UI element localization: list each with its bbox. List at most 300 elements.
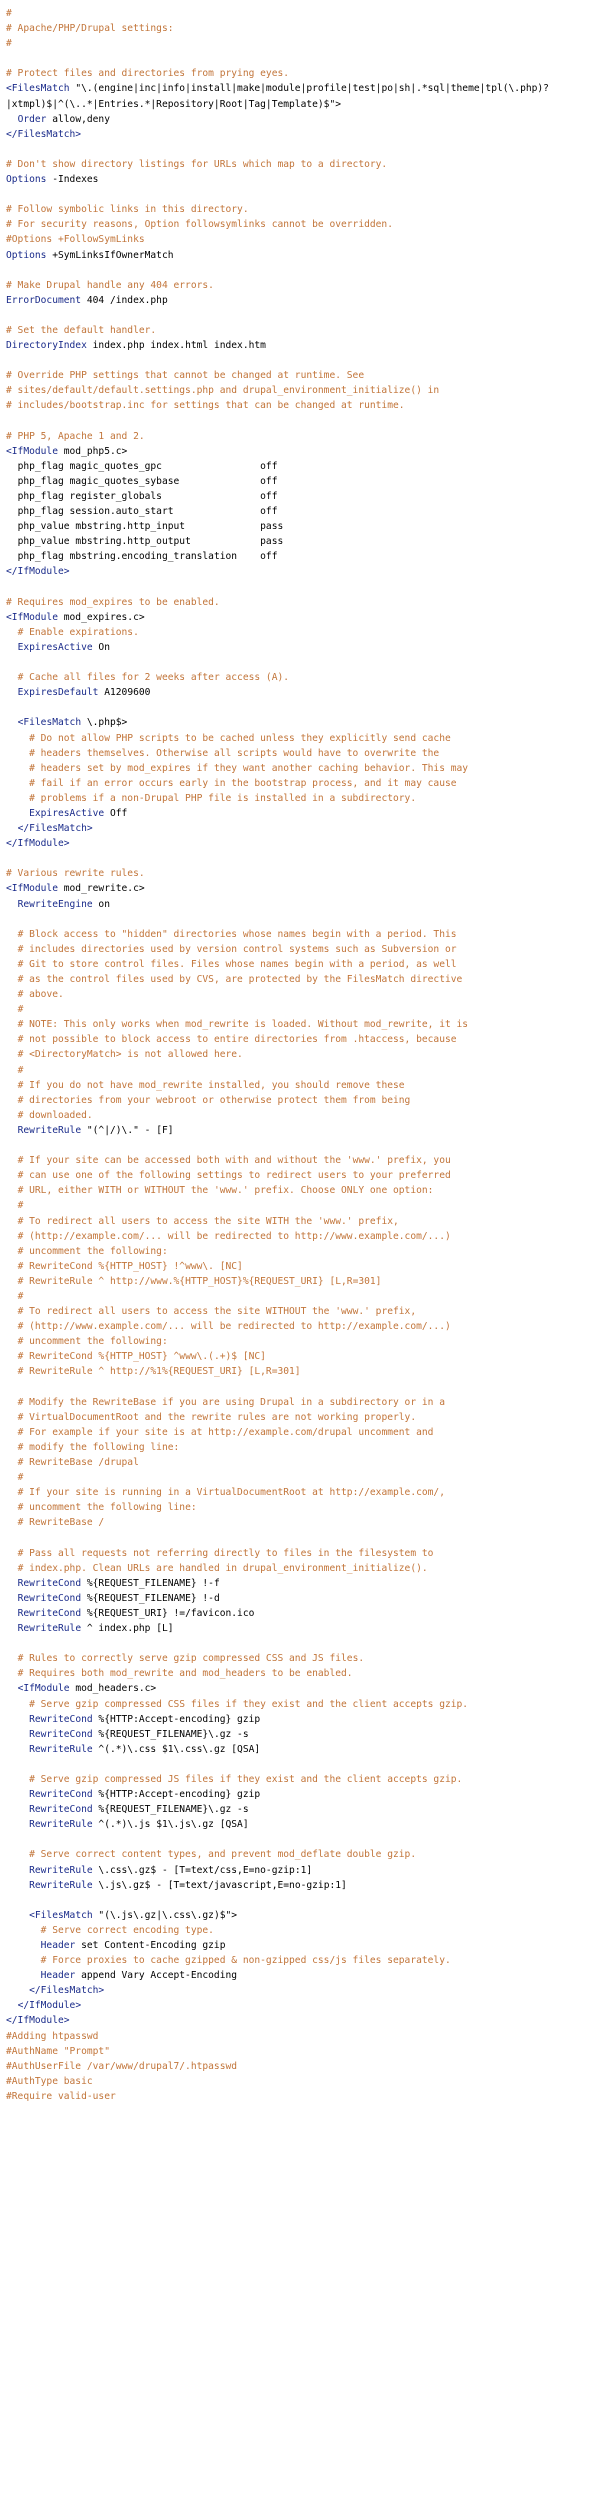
indent — [6, 642, 18, 653]
directive-keyword: <IfModule — [6, 445, 58, 457]
comment-line — [6, 1455, 600, 1470]
comment-line — [6, 761, 600, 776]
indent — [6, 748, 29, 759]
indent — [6, 929, 18, 940]
comment-text: # Git to store control files. Files whose names begin with a period, as well — [17, 958, 457, 970]
comment-line — [6, 1334, 600, 1349]
comment-line — [6, 6, 600, 21]
comment-text: # headers set by mod_expires if they want another caching behavior. This may — [29, 762, 469, 774]
comment-text: # uncomment the following: — [17, 1245, 168, 1257]
comment-line — [6, 972, 600, 987]
comment-line — [6, 1108, 600, 1123]
comment-line — [6, 1349, 600, 1364]
code-text: set Content-Encoding gzip — [75, 1940, 226, 1951]
indent — [6, 491, 18, 502]
indent — [6, 1034, 18, 1045]
comment-text: # For security reasons, Option followsymlinks cannot be overridden. — [6, 219, 393, 231]
code-text: mod_headers.c> — [69, 1683, 157, 1695]
indent — [6, 1985, 29, 1996]
comment-line — [6, 202, 600, 217]
comment-text: # Requires mod_expires to be enabled. — [6, 596, 220, 608]
directive-keyword: <IfModule — [6, 611, 58, 623]
directive-keyword: <FilesMatch — [6, 83, 70, 95]
comment-line — [6, 595, 600, 610]
comment-text: # VirtualDocumentRoot and the rewrite rules are not working properly. — [17, 1411, 417, 1423]
comment-line — [6, 1561, 600, 1576]
comment-text: # as the control files used by CVS, are protected by the FilesMatch directive — [17, 974, 463, 985]
comment-text: #AuthName "Prompt" — [6, 2045, 110, 2057]
directive-keyword: RewriteRule — [29, 1743, 93, 1755]
blank-line — [6, 1530, 600, 1545]
indent — [6, 672, 18, 683]
comment-text: # includes directories used by version control systems such as Subversion or — [17, 943, 457, 955]
indent — [6, 1970, 41, 1981]
directive-keyword: RewriteCond — [17, 1607, 82, 1619]
directive-line — [6, 610, 600, 625]
indent — [6, 1729, 29, 1740]
code-text: on — [92, 898, 110, 910]
directive-line — [6, 444, 600, 459]
comment-text: # If your site is running in a VirtualDocumentRoot at http://example.com/, — [17, 1487, 445, 1499]
comment-text: # Protect files and directories from prying eyes. — [6, 68, 290, 80]
indent — [6, 1804, 29, 1815]
directive-line — [6, 640, 600, 655]
indent — [6, 1291, 18, 1302]
code-text: ^ index.php [L] — [81, 1623, 174, 1635]
indent — [6, 1397, 18, 1408]
comment-line — [6, 1078, 600, 1093]
indent — [6, 1427, 18, 1438]
code-text: php_flag register_globals off — [17, 491, 278, 502]
comment-line — [6, 1515, 600, 1530]
comment-text: # Make Drupal handle any 404 errors. — [6, 279, 214, 291]
comment-line — [6, 1289, 600, 1304]
directive-keyword: ExpiresDefault — [17, 687, 99, 699]
directive-line — [6, 715, 600, 730]
indent — [6, 793, 29, 804]
comment-text: # — [6, 8, 12, 19]
directive-keyword: <FilesMatch — [29, 1909, 93, 1921]
comment-text: # — [17, 1200, 24, 1212]
comment-text: # Rules to correctly serve gzip compressed CSS and JS files. — [17, 1653, 365, 1665]
directive-line — [6, 1576, 600, 1591]
code-text: \.css\.gz$ - [T=text/css,E=no-gzip:1] — [92, 1864, 313, 1876]
comment-text: # <DirectoryMatch> is not allowed here. — [17, 1049, 243, 1061]
indent — [6, 551, 18, 562]
indent — [6, 1683, 18, 1694]
indent — [6, 1593, 18, 1604]
comment-text: # Force proxies to cache gzipped & non-gzipped css/js files separately. — [40, 1955, 451, 1967]
indent — [6, 1955, 41, 1966]
code-text: php_flag mbstring.encoding_translation off — [17, 551, 278, 563]
comment-text: # — [17, 1004, 24, 1016]
comment-line — [6, 1410, 600, 1425]
comment-line — [6, 1214, 600, 1229]
comment-line — [6, 625, 600, 640]
directive-line — [6, 1908, 600, 1923]
directive-line — [6, 1878, 600, 1893]
comment-line — [6, 927, 600, 942]
code-line — [6, 549, 600, 564]
directive-keyword: RewriteCond — [29, 1713, 93, 1725]
directive-keyword: </FilesMatch> — [29, 1985, 105, 1997]
directive-keyword: DirectoryIndex — [6, 340, 87, 352]
indent — [6, 808, 29, 819]
comment-text: # downloaded. — [17, 1109, 93, 1121]
directive-line — [6, 127, 600, 142]
indent — [6, 476, 18, 487]
comment-line — [6, 383, 600, 398]
code-text: mod_php5.c> — [57, 445, 128, 457]
indent — [6, 1049, 18, 1060]
code-text: "\.(engine|inc|info|install|make|module|profile|test|po|sh|.*sql|theme|tpl(\.php)? — [69, 83, 549, 95]
comment-line — [6, 1772, 600, 1787]
indent — [6, 1940, 41, 1951]
directive-line — [6, 1727, 600, 1742]
comment-line — [6, 1244, 600, 1259]
indent — [6, 1744, 29, 1755]
blank-line — [6, 1757, 600, 1772]
code-line — [6, 474, 600, 489]
blank-line — [6, 1893, 600, 1908]
code-text: \.php$> — [81, 717, 128, 729]
comment-line — [6, 1319, 600, 1334]
comment-line — [6, 866, 600, 881]
indent — [6, 1608, 18, 1619]
directive-keyword: </IfModule> — [6, 838, 70, 850]
indent — [6, 1261, 18, 1272]
indent — [6, 1155, 18, 1166]
indent — [6, 1487, 18, 1498]
comment-text: #Options +FollowSymLinks — [6, 234, 145, 246]
code-text: |xtmpl)$|^(\..*|Entries.*|Repository|Root|Tag|Template)$"> — [6, 98, 342, 110]
indent — [6, 1442, 18, 1453]
comment-line — [6, 731, 600, 746]
comment-line — [6, 429, 600, 444]
indent — [6, 1910, 29, 1921]
indent — [6, 1653, 18, 1664]
blank-line — [6, 308, 600, 323]
blank-line — [6, 187, 600, 202]
directive-line — [6, 1123, 600, 1138]
directive-keyword: ExpiresActive — [17, 641, 93, 653]
directive-line — [6, 1802, 600, 1817]
comment-text: # fail if an error occurs early in the bootstrap process, and it may cause — [29, 777, 457, 789]
comment-line — [6, 1923, 600, 1938]
indent — [6, 959, 18, 970]
comment-line — [6, 1500, 600, 1515]
directive-line — [6, 1606, 600, 1621]
directive-line — [6, 1938, 600, 1953]
directive-keyword: </IfModule> — [6, 2015, 70, 2027]
directive-line — [6, 1863, 600, 1878]
indent — [6, 1865, 29, 1876]
directive-keyword: RewriteEngine — [17, 898, 93, 910]
blank-line — [6, 1832, 600, 1847]
code-text: %{REQUEST_FILENAME} !-f — [81, 1577, 220, 1589]
directive-line — [6, 293, 600, 308]
indent — [6, 1563, 18, 1574]
indent — [6, 1019, 18, 1030]
comment-line — [6, 1395, 600, 1410]
comment-text: # If you do not have mod_rewrite installed, you should remove these — [17, 1079, 405, 1091]
comment-line — [6, 791, 600, 806]
comment-text: # (http://example.com/... will be redirected to http://www.example.com/...) — [17, 1230, 451, 1242]
indent — [6, 1231, 18, 1242]
code-text: 404 /index.php — [81, 294, 168, 306]
blank-line — [6, 353, 600, 368]
code-text: php_value mbstring.http_output pass — [17, 536, 284, 548]
directive-line — [6, 1591, 600, 1606]
code-text: append Vary Accept-Encoding — [75, 1970, 238, 1982]
code-line — [6, 489, 600, 504]
blank-line — [6, 51, 600, 66]
comment-text: # — [17, 1064, 24, 1076]
directive-line — [6, 172, 600, 187]
code-text: index.php index.html index.htm — [86, 340, 266, 352]
comment-line — [6, 1953, 600, 1968]
indent — [6, 114, 18, 125]
indent — [6, 1185, 18, 1196]
directive-keyword: Header — [40, 1970, 76, 1982]
comment-text: #Require valid-user — [6, 2090, 116, 2102]
directive-keyword: RewriteCond — [29, 1789, 93, 1801]
comment-text: # Serve correct content types, and prevent mod_deflate double gzip. — [29, 1849, 417, 1861]
comment-line — [6, 21, 600, 36]
directive-keyword: RewriteCond — [17, 1577, 82, 1589]
indent — [6, 1789, 29, 1800]
comment-line — [6, 323, 600, 338]
indent — [6, 733, 29, 744]
directive-line — [6, 1998, 600, 2013]
code-text: mod_rewrite.c> — [57, 883, 145, 895]
code-text: %{REQUEST_FILENAME}\.gz -s — [92, 1728, 249, 1740]
code-text: "(\.js\.gz|\.css\.gz)$"> — [92, 1909, 238, 1921]
indent — [6, 1699, 29, 1710]
comment-line — [6, 217, 600, 232]
code-line — [6, 97, 600, 112]
directive-keyword: Order — [17, 113, 47, 125]
comment-text: # To redirect all users to access the site WITHOUT the 'www.' prefix, — [17, 1306, 417, 1318]
comment-line — [6, 2089, 600, 2104]
comment-text: # Modify the RewriteBase if you are using Drupal in a subdirectory or in a — [17, 1396, 445, 1408]
comment-text: # RewriteBase / — [17, 1517, 105, 1529]
comment-line — [6, 987, 600, 1002]
indent — [6, 506, 18, 517]
code-line — [6, 519, 600, 534]
blank-line — [6, 1636, 600, 1651]
code-text: \.js\.gz$ - [T=text/javascript,E=no-gzip:1] — [92, 1879, 347, 1891]
indent — [6, 1065, 18, 1076]
comment-text: # above. — [17, 989, 64, 1001]
comment-text: # problems if a non-Drupal PHP file is installed in a subdirectory. — [29, 792, 417, 804]
comment-text: # can use one of the following settings to redirect users to your preferred — [17, 1170, 451, 1182]
comment-line — [6, 232, 600, 247]
code-line — [6, 459, 600, 474]
code-text: +SymLinksIfOwnerMatch — [46, 249, 174, 261]
directive-line — [6, 248, 600, 263]
directive-keyword: <FilesMatch — [17, 717, 82, 729]
comment-line — [6, 1697, 600, 1712]
comment-line — [6, 2059, 600, 2074]
directive-keyword: <IfModule — [17, 1683, 70, 1695]
blank-line — [6, 1138, 600, 1153]
code-text: php_flag magic_quotes_gpc off — [17, 460, 278, 472]
indent — [6, 2000, 18, 2011]
indent — [6, 1472, 18, 1483]
blank-line — [6, 1380, 600, 1395]
directive-keyword: Options — [6, 174, 47, 186]
comment-text: # Don't show directory listings for URLs which map to a directory. — [6, 158, 388, 170]
indent — [6, 1321, 18, 1332]
directive-line — [6, 1681, 600, 1696]
indent — [6, 1095, 18, 1106]
directive-keyword: </IfModule> — [6, 566, 70, 578]
indent — [6, 1880, 29, 1891]
comment-line — [6, 1304, 600, 1319]
comment-line — [6, 746, 600, 761]
blank-line — [6, 580, 600, 595]
code-text: %{REQUEST_FILENAME}\.gz -s — [92, 1804, 249, 1816]
indent — [6, 1080, 18, 1091]
code-text: Off — [104, 807, 128, 819]
indent — [6, 1004, 18, 1015]
comment-line — [6, 1183, 600, 1198]
code-text: -Indexes — [46, 174, 99, 186]
code-text: ^(.*)\.js $1\.js\.gz [QSA] — [92, 1819, 249, 1831]
comment-text: # includes/bootstrap.inc for settings that can be changed at runtime. — [6, 400, 405, 412]
code-text: %{HTTP:Accept-encoding} gzip — [92, 1713, 261, 1725]
indent — [6, 974, 18, 985]
indent — [6, 1216, 18, 1227]
directive-line — [6, 897, 600, 912]
comment-line — [6, 66, 600, 81]
comment-text: # Do not allow PHP scripts to be cached unless they explicitly send cache — [29, 732, 451, 744]
comment-text: # PHP 5, Apache 1 and 2. — [6, 430, 145, 442]
comment-line — [6, 1017, 600, 1032]
comment-line — [6, 1153, 600, 1168]
comment-text: # RewriteCond %{HTTP_HOST} !^www\. [NC] — [17, 1260, 243, 1272]
indent — [6, 1548, 18, 1559]
indent — [6, 1276, 18, 1287]
comment-line — [6, 1651, 600, 1666]
comment-text: # RewriteRule ^ http://%1%{REQUEST_URI} [L,R=301] — [17, 1366, 301, 1378]
comment-text: # — [6, 38, 12, 50]
directive-line — [6, 1817, 600, 1832]
indent — [6, 1457, 18, 1468]
comment-text: # modify the following line: — [17, 1441, 180, 1453]
blank-line — [6, 700, 600, 715]
comment-text: # If your site can be accessed both with and without the 'www.' prefix, you — [17, 1155, 451, 1167]
indent — [6, 823, 18, 834]
comment-text: #AuthUserFile /var/www/drupal7/.htpasswd — [6, 2060, 238, 2072]
comment-text: # NOTE: This only works when mod_rewrite is loaded. Without mod_rewrite, it is — [17, 1019, 469, 1031]
comment-line — [6, 1546, 600, 1561]
directive-keyword: Header — [40, 1940, 76, 1951]
indent — [6, 1623, 18, 1634]
comment-line — [6, 1274, 600, 1289]
comment-line — [6, 1229, 600, 1244]
comment-text: # RewriteRule ^ http://www.%{HTTP_HOST}%{REQUEST_URI} [L,R=301] — [17, 1275, 382, 1287]
indent — [6, 627, 18, 638]
comment-line — [6, 1364, 600, 1379]
directive-line — [6, 1787, 600, 1802]
code-text: A1209600 — [98, 687, 151, 699]
indent — [6, 1110, 18, 1121]
comment-text: # uncomment the following line: — [17, 1502, 197, 1514]
comment-text: # (http://www.example.com/... will be redirected to http://example.com/...) — [17, 1321, 451, 1333]
code-line — [6, 504, 600, 519]
comment-text: # Override PHP settings that cannot be changed at runtime. See — [6, 370, 365, 382]
comment-line — [6, 278, 600, 293]
directive-keyword: RewriteCond — [29, 1728, 93, 1740]
directive-keyword: RewriteRule — [17, 1124, 82, 1136]
directive-line — [6, 564, 600, 579]
comment-line — [6, 1063, 600, 1078]
blank-line — [6, 851, 600, 866]
comment-text: #Adding htpasswd — [6, 2030, 99, 2042]
comment-text: # RewriteBase /drupal — [17, 1457, 139, 1468]
comment-line — [6, 957, 600, 972]
code-text: "(^|/)\." - [F] — [81, 1124, 174, 1136]
comment-line — [6, 776, 600, 791]
comment-text: # Pass all requests not referring directly to files in the filesystem to — [17, 1547, 434, 1559]
directive-keyword: </FilesMatch> — [6, 128, 82, 140]
comment-text: # not possible to block access to entire directories from .htaccess, because — [17, 1034, 457, 1046]
code-text: %{REQUEST_FILENAME} !-d — [81, 1592, 220, 1604]
blank-line — [6, 912, 600, 927]
comment-line — [6, 2029, 600, 2044]
comment-line — [6, 1847, 600, 1862]
indent — [6, 989, 18, 1000]
directive-keyword: <IfModule — [6, 883, 58, 895]
indent — [6, 944, 18, 955]
blank-line — [6, 142, 600, 157]
directive-line — [6, 112, 600, 127]
comment-text: # To redirect all users to access the site WITH the 'www.' prefix, — [17, 1215, 399, 1227]
indent — [6, 899, 18, 910]
code-line — [6, 534, 600, 549]
comment-line — [6, 1168, 600, 1183]
comment-line — [6, 1093, 600, 1108]
code-text: %{REQUEST_URI} !=/favicon.ico — [81, 1607, 255, 1619]
comment-line — [6, 1470, 600, 1485]
comment-line — [6, 1198, 600, 1213]
directive-line — [6, 821, 600, 836]
code-text: mod_expires.c> — [57, 611, 145, 623]
indent — [6, 1306, 18, 1317]
directive-keyword: ErrorDocument — [6, 294, 82, 306]
comment-text: # Serve correct encoding type. — [40, 1924, 214, 1936]
directive-keyword: </IfModule> — [17, 2000, 82, 2012]
comment-line — [6, 1032, 600, 1047]
comment-line — [6, 2044, 600, 2059]
code-text: On — [92, 641, 110, 653]
indent — [6, 521, 18, 532]
code-text: ^(.*)\.css $1\.css\.gz [QSA] — [92, 1743, 261, 1755]
comment-text: # Cache all files for 2 weeks after access (A). — [17, 672, 290, 684]
comment-text: # uncomment the following: — [17, 1336, 168, 1348]
comment-line — [6, 157, 600, 172]
code-text: php_value mbstring.http_input pass — [17, 521, 284, 533]
directive-keyword: RewriteRule — [17, 1623, 82, 1635]
comment-line — [6, 368, 600, 383]
directive-line — [6, 1968, 600, 1983]
comment-text: # Serve gzip compressed JS files if they exist and the client accepts gzip. — [29, 1773, 463, 1785]
comment-line — [6, 1047, 600, 1062]
directive-keyword: ExpiresActive — [29, 807, 105, 819]
directive-keyword: RewriteCond — [29, 1804, 93, 1816]
